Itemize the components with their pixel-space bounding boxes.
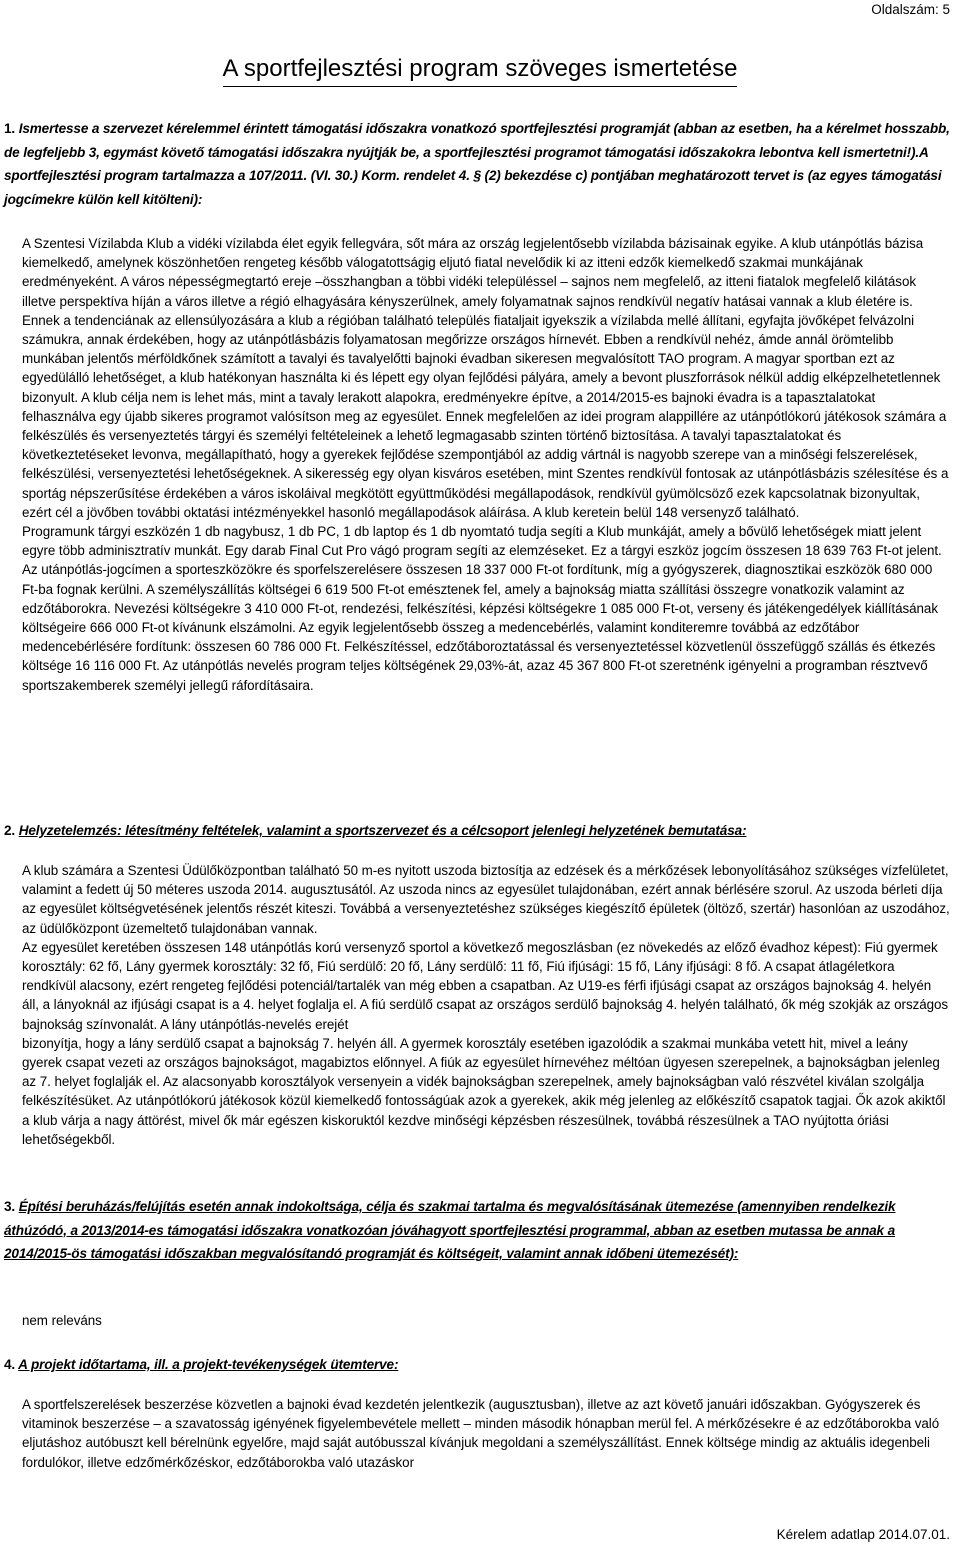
section-2-paragraph: Az egyesület keretében összesen 148 utánpótlás korú versenyző sportol a következő megoszlásban (ez növekedés az előző évadhoz képest): Fiú gyermek korosztály: 62 fő, Lány gyermek korosztály: 32 fő, Fiú serdülő: 20 fő, Lány serdülő: 11 fő, Fiú ifjúsági: 15 fő, Lány ifjúsági: 8 fő. A csapat átlagéletkora rendkívül alacsony, ezért rengeteg fejlődési potenciál/tartalék van még ebben a csapatban. Az U19-es férfi ifjúsági csapat az országos bajnokság 4. helyén áll, a lányoknál az ifjúsági csapat is a 4. helyet foglalja el. A fiú serdülő csapat az országos serdülő bajnokság 4. helyén található, ők még szokják az országos bajnokság színvonalát. A lány utánpótlás-nevelés erejét [22,939,949,1032]
page-title [0,52,960,87]
footer-date: Kérelem adatlap 2014.07.01. [776,1527,950,1542]
section-4-number: 4. [4,1357,16,1372]
section-3-number: 3. [4,1199,16,1214]
section-3-body [22,1311,950,1330]
section-1-paragraph: Az utánpótlás-jogcímen a sporteszközökre és sporfelszerelésere összesen 18 337 000 Ft-ot fordítunk, míg a gyógyszerek, diagnosztikai eszközök 680 000 Ft-ba fognak kerülni. A személyszállítás költségei 6 619 500 Ft-ot emésztenek fel, amely a bajnokság miatta szállítási összegre vonatkozik valamint az edzőtáborokra. Nevezési költségekre 3 410 000 Ft-ot, rendezési, felkészítési, képzési költségekre 1 085 000 Ft-ot, verseny és játékengedélyek kiállításának költségeire 666 000 Ft-ot kívánunk elszámolni. Az egyik legjelentősebb összeg a medencebérlés, valamint konditeremre továbbá az edzőtábor medencebérlésére fordítunk: összesen 60 786 000 Ft. Felkészítéssel, edzőtáboroztatással és versenyeztetéssel közvetlenül összefüggő szállás és étkezés költsége 16 116 000 Ft. Az utánpótlás nevelés program teljes költségének 29,03%-át, azaz 45 367 800 Ft-ot szeretnénk igényelni a programban résztvevő sportszakemberek személyi jellegű ráfordításaira. [22,562,938,693]
section-4-body [22,1395,950,1472]
section-2-paragraph: bizonyítja, hogy a lány serdülő csapat a bajnokság 7. helyén áll. A gyermek korosztály esetében igazolódik a szakmai munkába vetett hit, mivel a leány gyerek csapat vezeti az országos bajnokságot, magabiztos előnnyel. A fiúk az egyesület hírnevéhez méltóan ügyesen szerepelnek, a bajnokságban jelenleg az 7. helyet foglalják el. Az alacsonyabb korosztályok versenyein a vidék bajnokságban szerepelnek, amely bajnokságban való részvétel kiválan szolgálja felkészítésüket. Az utánpótlókorú játékosok közül kiemelkedő fontosságúak azok a gyerekek, akik még jelenleg az előkészítő csapatok tagjai. Ők azok akiktől a klub várja a nagy áttörést, mivel ők már egészen kiskoruktól kezdve minőségi képzésben részesülnek, továbbá részesülnek a TAO nyújtotta óriási lehetőségekből. [22,1035,946,1147]
page-number: Oldalszám: 5 [871,2,950,17]
section-4-heading [4,1353,950,1377]
section-2-body [22,861,950,1149]
section-3-text: nem releváns [22,1313,102,1328]
page-title-text: A sportfejlesztési program szöveges ismertetése [223,52,738,87]
section-4-paragraph: A sportfelszerelések beszerzése közvetlen a bajnoki évad kezdetén jelentkezik (augusztusban), illetve az azt követő januári időszakban. Gyógyszerek és vitaminok beszerzése – a szavatosság igényének figyelembevétele mellett – minden második hónapban merül fel. A mérkőzésekre é az edzőtáborokba való eljutáshoz autóbuszt kell bérelnünk egyelőre, majd saját autóbusszal kívánjuk megoldani a személyszállítást. Ennek költsége mindig az aktuális idegenbeli fordulókor, illetve edzőmérkőzéskor, edzőtáborokba való utazáskor [22,1397,940,1470]
section-1-paragraph: Programunk tárgyi eszközén 1 db nagybusz, 1 db PC, 1 db laptop és 1 db nyomtató tudja segíti a Klub munkáját, amely a bővülő lehetőségek miatt jelent egyre több adminisztratív munkát. Egy darab Final Cut Pro vágó program segíti az elemzéseket. Ez a tárgyi eszköz jogcím összesen 18 639 763 Ft-ot jelent. [22,524,942,559]
section-2-paragraph: A klub számára a Szentesi Üdülőközpontban található 50 m-es nyitott uszoda biztosítja az edzések és a mérkőzések lebonyolításához szükséges vízfelületet, valamint a fedett új 50 méteres uszoda 2014. augusztusától. Az uszoda nincs az egyesület tulajdonában, ezért annak bérlésére szorul. Az uszoda bérleti díja az egyesület költségvetésének jelentős részét kiteszi. Továbbá a versenyeztetéshez szükséges kiegészítő épületek (öltöző, szertár) hasonlóan az uszodához, az üdülőközpont üzemeltető tulajdonában vannak. [22,863,950,936]
section-4-heading-text: A projekt időtartama, ill. a projekt-tevékenységek ütemterve: [18,1357,399,1372]
section-2-number: 2. [4,823,16,838]
section-3-heading-text: Építési beruházás/felújítás esetén annak indokoltsága, célja és szakmai tartalma és megvalósításának ütemezése (amennyiben rendelkezik áthúzódó, a 2013/2014-es támogatási időszakra vonatkozóan jóváhagyott sportfejlesztési programmal, abban az esetben mutassa be annak a 2014/2015-ös támogatási időszakban megvalósítandó programját és költségeit, valamint annak időbeni ütemezését): [4,1199,896,1261]
section-2-heading [4,819,950,843]
section-1-paragraph: A Szentesi Vízilabda Klub a vidéki vízilabda élet egyik fellegvára, sőt mára az ország legjelentősebb vízilabda bázisainak egyike. A klub utánpótlás bázisa kiemelkedő, amelynek köszönhetően rengeteg később válogatottságig eljutó fiatal nevelődik ki az itteni edzők kiemelkedő szakmai munkájának eredményeként. A város népességmegtartó ereje –összhangban a többi vidéki településsel – sajnos nem megfelelő, az itteni fiatalok megfelelő kilátások illetve perspektíva híján a város illetve a régió elhagyására kényszerülnek, amely folyamatnak sajnos rendkívül negatív hatásai vannak a klub életére is. Ennek a tendenciának az ellensúlyozására a klub a régióban található település fiataljait igyekszik a vízilabda mellé állítani, egyfajta jövőképet felvázolni számukra, annak érdekében, hogy az utánpótlásbázis folyamatosan megőrizze országos hírnevét. Ebben a rendkívül nehéz, ámde annál örömtelibb munkában jelentős mérföldkőnek számított a tavalyi és tavalyelőtti bajnoki évadban sikeresen megvalósított TAO program. A magyar sportban ezt az egyedülálló lehetőséget, a klub hatékonyan használta ki és lépett egy olyan fejlődési pályára, amely a bevont pluszforrások nélkül addig elképzelhetetlennek bizonyult. A klub célja nem is lehet más, mint a tavaly lerakott alapokra, eredményekre építve, a 2014/2015-es bajnoki évadra is a tapasztalatokat felhasználva egy újabb sikeres programot valósítson meg az egyesület. Ennek megfelelően az idei program alappillére az utánpótlókorú játékosok számára a felkészülés és versenyeztetés tárgyi és személyi feltételeinek a lehető legmagasabb szinten történő biztosítása. A tavalyi tapasztalatokat és következtetéseket levonva, megállapítható, hogy a gyerekek fejlődése szempontjából az addig vártnál is nagyobb szerepe van a minőségi felszerelések, felkészülési, versenyeztetési lehetőségeknek. A sikeresség egy olyan kisváros esetében, mint Szentes rendkívül fontosak az utánpótlásbázis szélesítése és a sportág népszerűsítése érdekében a város iskoláival megkötött együttműködési megállapodások, rendkívül gyümölcsöző ezek kapcsolatnak bizonyultak, ezért cél a jövőben további oktatási intézményekkel hasonló megállapodások aláírása. A klub keretein belül 148 versenyző található. [22,236,949,520]
section-1-heading [4,117,950,211]
section-2-heading-text: Helyzetelemzés: létesítmény feltételek, valamint a sportszervezet és a célcsoport jelenlegi helyzetének bemutatása: [18,823,747,838]
section-3-heading [4,1195,950,1266]
section-1-heading-text: Ismertesse a szervezet kérelemmel érintett támogatási időszakra vonatkozó sportfejlesztési programját (abban az esetben, ha a kérelmet hosszabb, de legfeljebb 3, egymást követő támogatási időszakra nyújtják be, a sportfejlesztési programot támogatási időszakokra lebontva kell ismertetni!).A sportfejlesztési program tartalmazza a 107/2011. (VI. 30.) Korm. rendelet 4. § (2) bekezdése c) pontjában meghatározott tervet is (az egyes támogatási jogcímekre külön kell kitölteni): [4,121,950,207]
section-1-body [22,234,950,695]
section-1-number: 1. [4,121,16,136]
